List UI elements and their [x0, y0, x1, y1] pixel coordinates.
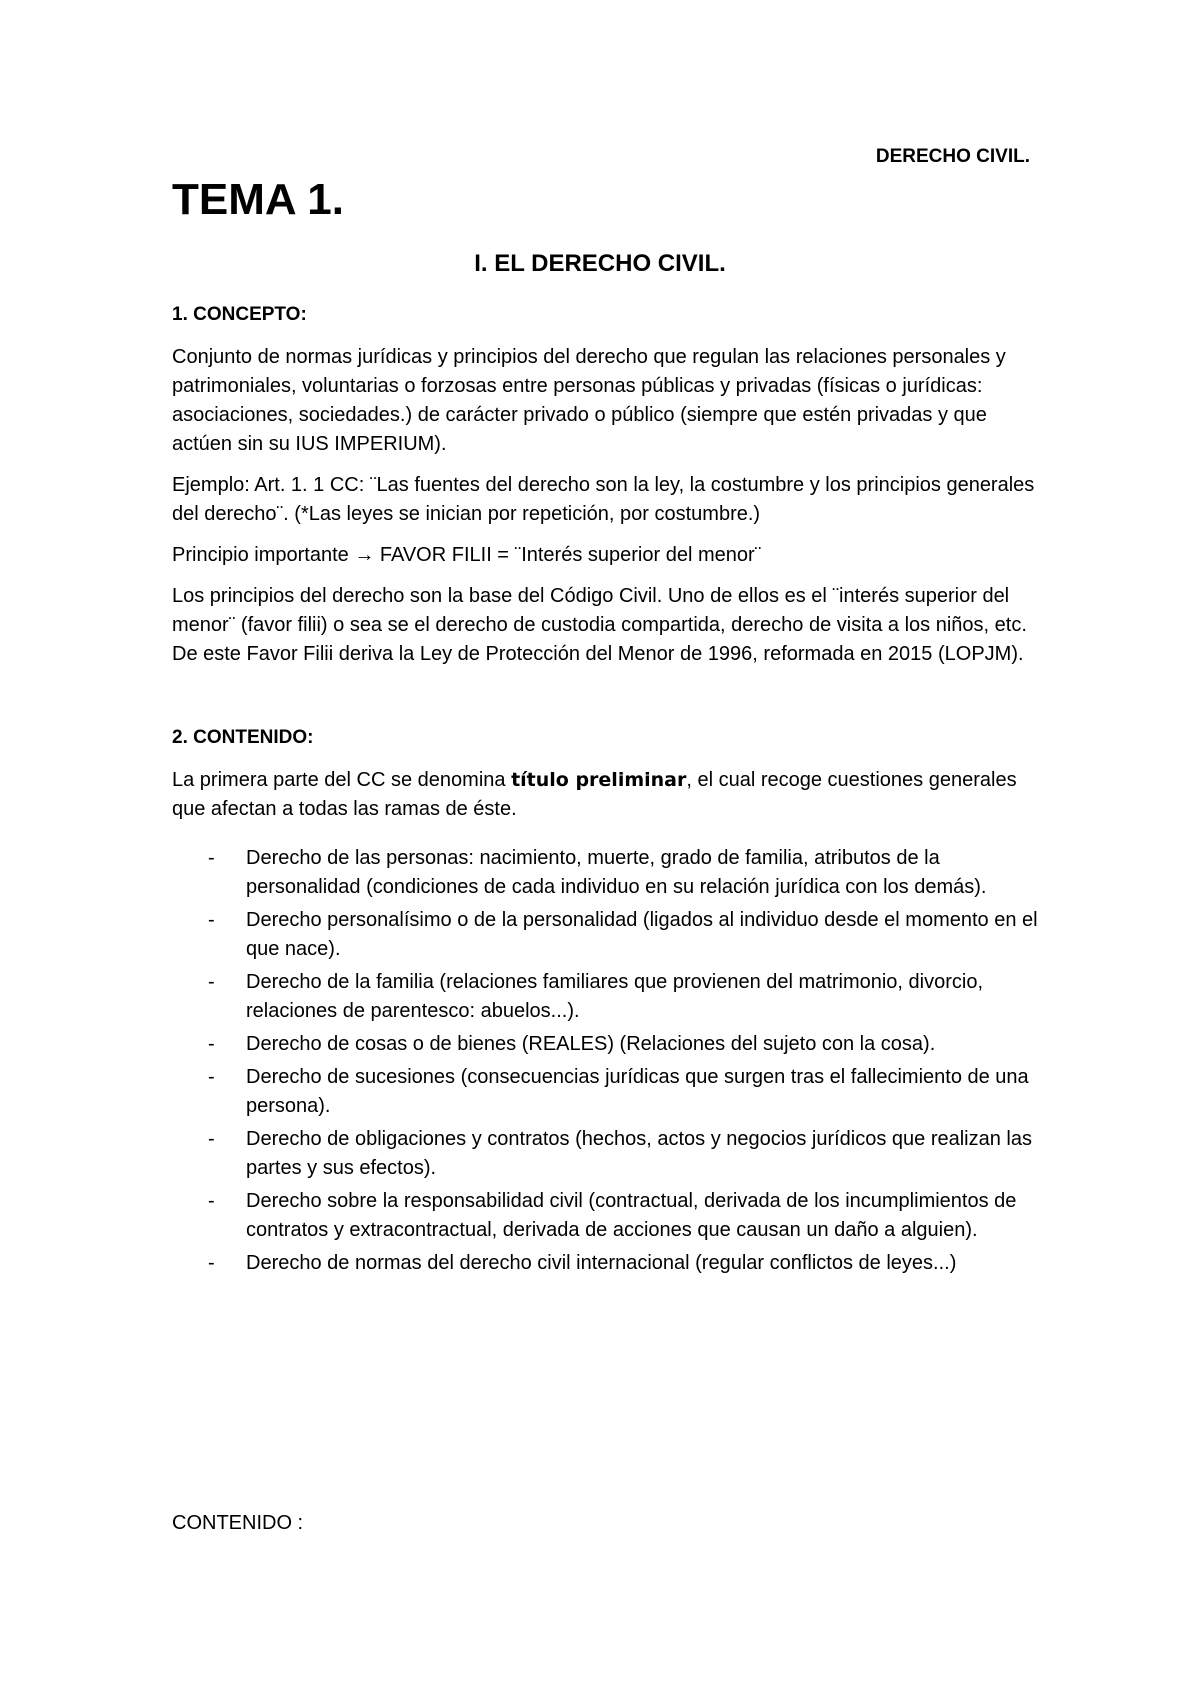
- principle-prefix: Principio importante: [172, 544, 355, 566]
- principle-suffix: FAVOR FILII = ¨Interés superior del menor¨: [374, 544, 762, 566]
- list-item-text: Derecho de cosas o de bienes (REALES) (Relaciones del sujeto con la cosa).: [246, 1033, 936, 1055]
- list-item-text: Derecho de la familia (relaciones familiares que provienen del matrimonio, divorcio, relaciones de parentesco: abuelos...).: [246, 971, 984, 1022]
- tema-title: TEMA 1.: [172, 175, 344, 224]
- list-item-text: Derecho de normas del derecho civil internacional (regular conflictos de leyes...): [246, 1252, 957, 1274]
- dash-bullet: -: [208, 847, 215, 869]
- intro-bold-term: título preliminar: [511, 769, 687, 791]
- intro-prefix: La primera parte del CC se denomina: [172, 769, 512, 791]
- list-item-text: Derecho de las personas: nacimiento, muerte, grado de familia, atributos de la personalidad (condiciones de cada individuo en su relación jurídica con los demás).: [246, 847, 987, 898]
- intro-suffix: , el cual recoge cuestiones generales que afectan a todas las ramas de éste.: [172, 769, 1017, 820]
- arrow-icon: →: [354, 544, 375, 566]
- dash-bullet: -: [208, 1128, 215, 1150]
- list-item-text: Derecho sobre la responsabilidad civil (contractual, derivada de los incumplimientos de contratos y extracontractual, derivada de acciones que causan un daño a alguien).: [246, 1190, 1017, 1241]
- section-spacer: [172, 681, 1042, 723]
- list-item: [172, 1125, 1042, 1183]
- list-item: [172, 1187, 1042, 1245]
- section-title: I. EL DERECHO CIVIL.: [474, 250, 726, 277]
- list-item: [172, 1030, 1042, 1059]
- contenido-list: [172, 844, 1042, 1278]
- dash-bullet: -: [208, 1190, 215, 1212]
- list-item-text: Derecho de obligaciones y contratos (hechos, actos y negocios jurídicos que realizan las partes y sus efectos).: [246, 1128, 1032, 1179]
- concepto-paragraph-1: Conjunto de normas jurídicas y principios del derecho que regulan las relaciones personales y patrimoniales, voluntarias o forzosas entre personas públicas y privadas (físicas o jurídicas: asociaciones, sociedades.) de carácter privado o público (siempre que estén privadas y que actúen sin su IUS IMPERIUM).: [172, 346, 1006, 455]
- dash-bullet: -: [208, 1033, 215, 1055]
- list-item-text: Derecho personalísimo o de la personalidad (ligados al individuo desde el momento en el que nace).: [246, 909, 1038, 960]
- contenido-heading: 2. CONTENIDO:: [172, 727, 314, 748]
- list-item: [172, 844, 1042, 902]
- concepto-paragraph-4: Los principios del derecho son la base del Código Civil. Uno de ellos es el ¨interés superior del menor¨ (favor filii) o sea se el derecho de custodia compartida, derecho de visita a los niños, etc. De este Favor Filii deriva la Ley de Protección del Menor de 1996, reformada en 2015 (LOPJM).: [172, 585, 1027, 665]
- document-body: [172, 300, 1042, 1282]
- contenido-intro: [172, 766, 1042, 824]
- list-item: [172, 968, 1042, 1026]
- course-title: DERECHO CIVIL.: [875, 146, 1030, 167]
- list-item: [172, 1063, 1042, 1121]
- dash-bullet: -: [208, 1252, 215, 1274]
- footer-contenido-label: CONTENIDO :: [172, 1512, 304, 1534]
- list-item: [172, 906, 1042, 964]
- dash-bullet: -: [208, 909, 215, 931]
- dash-bullet: -: [208, 1066, 215, 1088]
- list-item: [172, 1249, 1042, 1278]
- concepto-heading: 1. CONCEPTO:: [172, 304, 307, 325]
- concepto-paragraph-3: [172, 541, 1042, 570]
- list-item-text: Derecho de sucesiones (consecuencias jurídicas que surgen tras el fallecimiento de una persona).: [246, 1066, 1029, 1117]
- dash-bullet: -: [208, 971, 215, 993]
- concepto-paragraph-2: Ejemplo: Art. 1. 1 CC: ¨Las fuentes del derecho son la ley, la costumbre y los principios generales del derecho¨. (*Las leyes se inician por repetición, por costumbre.): [172, 474, 1035, 525]
